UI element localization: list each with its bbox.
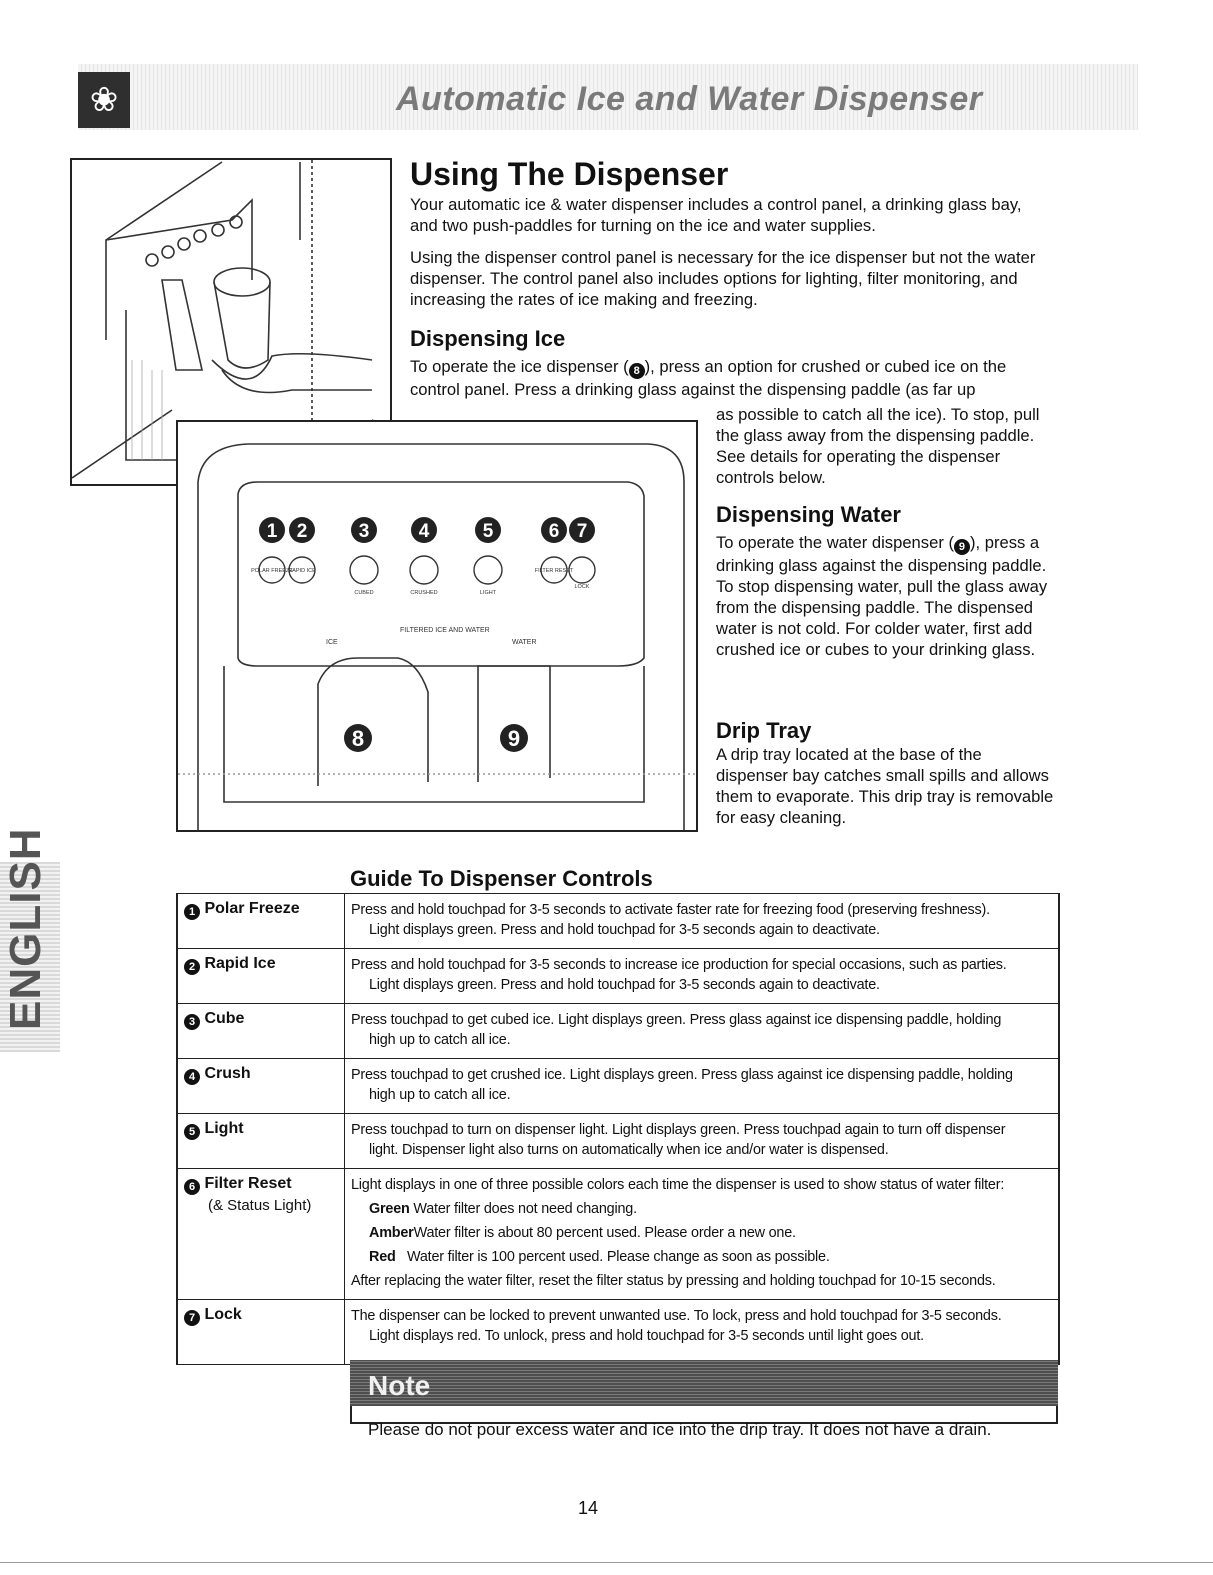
- control-description: Press and hold touchpad for 3-5 seconds to activate faster rate for freezing food (preserving freshness). Light displays green. Press and hold touchpad for 3-5 seconds again to deactivate.: [345, 894, 1060, 949]
- table-row: [177, 1300, 1059, 1365]
- control-name: 2 Rapid Ice: [184, 955, 276, 972]
- dispensing-ice-paragraph: To operate the ice dispenser ( 8 ), press an option for crushed or cubed ice on the control panel. Press a drinking glass against the dispensing paddle (as far up: [410, 357, 1007, 399]
- note-header-bar: [350, 1360, 1058, 1406]
- control-description: Press touchpad to get cubed ice. Light displays green. Press glass against ice dispensing paddle, holding high up to catch all ice.: [345, 1004, 1060, 1059]
- panel-number-7: 7: [576, 521, 588, 542]
- dispensing-water-heading: Dispensing Water: [716, 502, 901, 527]
- status-amber-label: Amber: [369, 1225, 414, 1241]
- panel-number-3: 3: [358, 521, 370, 542]
- control-name: 3 Cube: [184, 1010, 244, 1027]
- controls-table: [176, 893, 1060, 1365]
- panel-number-6: 6: [548, 521, 560, 542]
- filtered-label: FILTERED ICE AND WATER: [400, 627, 490, 634]
- polar-freeze-touchpad-label: POLAR FREEZE: [251, 568, 293, 574]
- leaf-logo-icon: ❀: [78, 72, 130, 128]
- table-row: [177, 1169, 1059, 1300]
- dispensing-water-paragraph: To operate the water dispenser ( 9 ), press a drinking glass against the dispensing paddle. To stop dispensing water, pull the glass away from the dispensing paddle. The dispensed water is not cold. For colder water, first add crushed ice or cubes to your drinking glass.: [716, 533, 1048, 659]
- table-row: [177, 949, 1059, 1004]
- control-description: Press touchpad to get crushed ice. Light displays green. Press glass against ice dispensing paddle, holding high up to catch all ice.: [345, 1059, 1060, 1114]
- note-text: Please do not pour excess water and ice into the drip tray. It does not have a drain.: [368, 1420, 992, 1439]
- ice-paddle-number: 8: [351, 726, 365, 751]
- dispensing-ice-paragraph-continued: as possible to catch all the ice). To stop, pull the glass away from the dispensing paddle. See details for operating the dispenser controls below.: [716, 405, 1040, 487]
- table-row: [177, 894, 1059, 949]
- table-row: [177, 1114, 1059, 1169]
- page-number: 14: [578, 1498, 599, 1518]
- cubed-touchpad-label: CUBED: [354, 590, 374, 596]
- dispensing-ice-heading: Dispensing Ice: [410, 326, 566, 351]
- panel-number-4: 4: [418, 521, 430, 542]
- control-description: The dispenser can be locked to prevent unwanted use. To lock, press and hold touchpad for 3-5 seconds. Light displays red. To unlock, press and hold touchpad for 3-5 seconds until light goes out.: [345, 1300, 1060, 1365]
- note-title: Note: [368, 1370, 431, 1401]
- control-name: 7 Lock: [184, 1306, 242, 1323]
- rapid-ice-touchpad-label: RAPID ICE: [288, 568, 316, 574]
- using-dispenser-heading: Using The Dispenser: [410, 156, 729, 192]
- page-title: Automatic Ice and Water Dispenser: [396, 80, 983, 118]
- control-description: Light displays in one of three possible colors each time the dispenser is used to show status of water filter: Green Water filter does not need changing. AmberWater filter is about 80 percent used. Please order a new one. Red Water filter is 100 percent used. Please change as soon as possible. After replacing the water filter, reset the filter status by pressing and holding touchpad for 10-15 seconds.: [345, 1169, 1060, 1300]
- table-row: [177, 1059, 1059, 1114]
- control-name: 1 Polar Freeze: [184, 900, 300, 917]
- control-name: 6 Filter Reset: [184, 1175, 292, 1192]
- crushed-touchpad-label: CRUSHED: [410, 590, 438, 596]
- control-panel-drawing: [178, 422, 696, 830]
- water-label: WATER: [512, 639, 537, 646]
- status-red-label: Red: [369, 1249, 396, 1265]
- ice-label: ICE: [326, 639, 338, 646]
- filter-reset-touchpad-label: FILTER RESET: [534, 568, 574, 574]
- control-description: Press and hold touchpad for 3-5 seconds to increase ice production for special occasions, such as parties. Light displays green. Press and hold touchpad for 3-5 seconds again to deactivate.: [345, 949, 1060, 1004]
- control-subtitle: (& Status Light): [208, 1197, 312, 1214]
- intro-paragraph-2: Using the dispenser control panel is necessary for the ice dispenser but not the water dispenser. The control panel also includes options for lighting, filter monitoring, and increasing the rates of ice making and freezing.: [410, 248, 1036, 309]
- water-dispenser-number: 9: [954, 539, 970, 555]
- language-tab-label: ENGLISH: [1, 827, 50, 1030]
- drip-tray-paragraph: A drip tray located at the base of the dispenser bay catches small spills and allows them to evaporate. This drip tray is removable for easy cleaning.: [716, 745, 1054, 827]
- panel-number-5: 5: [482, 521, 494, 542]
- water-paddle-number: 9: [507, 726, 521, 751]
- control-description: Press touchpad to turn on dispenser light. Light displays green. Press touchpad again to turn off dispenser light. Dispenser light also turns on automatically when ice and/or water is dispensed.: [345, 1114, 1060, 1169]
- panel-number-2: 2: [296, 521, 308, 542]
- panel-number-1: 1: [266, 521, 278, 542]
- light-touchpad-label: LIGHT: [479, 590, 497, 596]
- ice-dispenser-number: 8: [629, 363, 645, 379]
- lock-touchpad-label: LOCK: [574, 584, 590, 590]
- bottom-divider: [0, 1562, 1213, 1563]
- drip-tray-heading: Drip Tray: [716, 718, 812, 743]
- guide-heading: Guide To Dispenser Controls: [350, 866, 653, 891]
- status-green-label: Green: [369, 1201, 410, 1217]
- control-name: 4 Crush: [184, 1065, 251, 1082]
- control-name: 5 Light: [184, 1120, 244, 1137]
- table-row: [177, 1004, 1059, 1059]
- intro-paragraph-1: Your automatic ice & water dispenser includes a control panel, a drinking glass bay, and two push-paddles for turning on the ice and water supplies.: [410, 195, 1022, 235]
- control-panel-illustration: [176, 420, 698, 832]
